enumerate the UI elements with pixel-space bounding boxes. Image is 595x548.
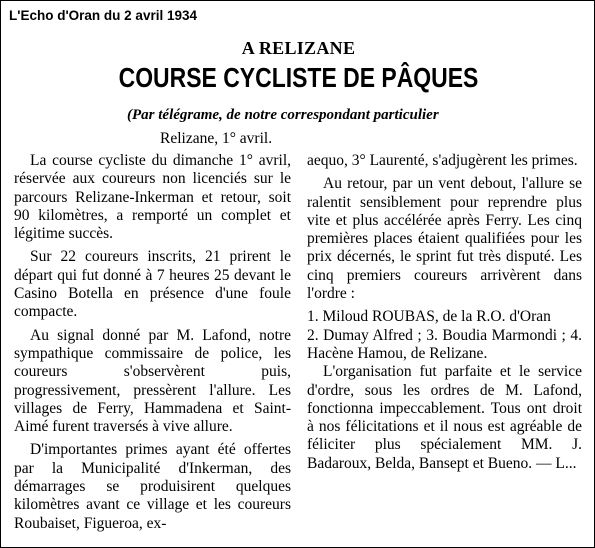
article-subhead: A RELIZANE [241, 38, 356, 58]
paragraph-primes: D'importantes primes ayant été offertes par la Municipalité d'Inkerman, des démarrages se produisirent quelques kilomètres avant ce village et les coureurs Roubaiset, Figueroa, ex- [14, 441, 291, 532]
paragraph-continuation: aequo, 3° Laurenté, s'adjugèrent les primes. [307, 152, 578, 169]
article-headline: COURSE CYCLISTE DE PÂQUES [118, 62, 479, 93]
result-line-2: 2. Dumay Alfred ; 3. Boudia Marmondi ; 4. Hacène Hamou, de Relizane. [307, 326, 582, 362]
article-byline: (Par télégrame, de notre correspondant particulier [127, 107, 439, 123]
right-column [307, 152, 582, 478]
paragraph-organisation: L'organisation fut parfaite et le service d'ordre, sous les ordres de M. Lafond, fonctionna impeccablement. Tous ont droit à nos félicitations et il nous est agréable de féliciter plus spécialement MM. J. Badaroux, Belda, Bansept et Bueno. — L... [307, 363, 582, 472]
result-line-1: 1. Miloud ROUBAS, de la R.O. d'Oran [307, 308, 551, 326]
paragraph-start: Sur 22 coureurs inscrits, 21 prirent le départ qui fut donné à 7 heures 25 devant le Casino Botella en présence d'une foule compacte. [14, 248, 291, 321]
source-caption: L'Echo d'Oran du 2 avril 1934 [9, 8, 197, 23]
article-dateline: Relizane, 1° avril. [160, 130, 273, 147]
paragraph-race-intro: La course cycliste du dimanche 1° avril, réservée aux coureurs non licenciés sur le parcours Relizane-Inkerman et retour, soit 90 kilomètres, a remporté un complet et légitime succès. [14, 152, 291, 243]
paragraph-return: Au retour, par un vent debout, l'allure se ralentit sensiblement pour reprendre plus vite et plus accélérée après Ferry. Les cinq premières places étaient qualifiées pour les prix décernés, le sprint fut très disputé. Les cinq premiers coureurs arrivèrent dans l'ordre : [307, 175, 582, 303]
paragraph-signal: Au signal donné par M. Lafond, notre sympathique commissaire de police, les coureurs s'observèrent puis, progressivement, pressèrent l'allure. Les villages de Ferry, Hammadena et Saint-Aimé furent traversés à vive allure. [14, 326, 291, 436]
left-column [14, 152, 291, 538]
